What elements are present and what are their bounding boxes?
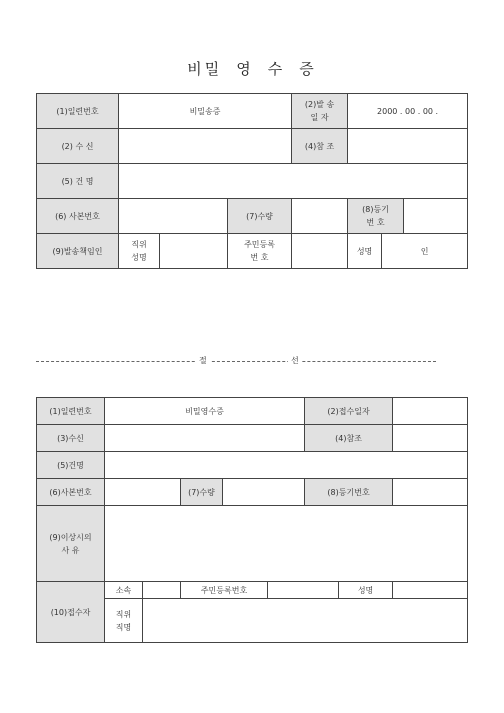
- title-word-4: 증: [299, 60, 317, 78]
- position-label-line2: 성명: [131, 253, 147, 262]
- receipt-copy-no-field[interactable]: [105, 479, 181, 506]
- subject-field[interactable]: [119, 164, 468, 199]
- abnormal-reason-field[interactable]: [105, 506, 468, 582]
- seal-field[interactable]: 인: [382, 234, 468, 269]
- cut-line: [36, 355, 436, 367]
- receiver-position-field[interactable]: [143, 599, 468, 643]
- receiver-resident-no-label: 주민등록번호: [181, 582, 268, 599]
- send-form-table: [36, 93, 468, 269]
- receipt-quantity-label: (7)수량: [181, 479, 223, 506]
- send-date-label: [292, 94, 348, 129]
- receipt-row-serial: [37, 398, 468, 425]
- resident-no-label-line1: 주민등록: [244, 240, 275, 249]
- abnormal-label-line1: (9)이상시의: [49, 532, 92, 542]
- row-sender: [37, 234, 468, 269]
- receipt-recipient-field[interactable]: [105, 425, 305, 452]
- receipt-quantity-field[interactable]: [223, 479, 305, 506]
- position-field[interactable]: [160, 234, 228, 269]
- receipt-reference-field[interactable]: [393, 425, 468, 452]
- receipt-subject-label: (5)건명: [37, 452, 105, 479]
- abnormal-label-line2: 사 유: [61, 545, 80, 555]
- receipt-subject-field[interactable]: [105, 452, 468, 479]
- receipt-row-copy: [37, 479, 468, 506]
- position-label-line1: 직위: [131, 240, 147, 249]
- copy-no-field[interactable]: [119, 199, 228, 234]
- receipt-reg-no-label: (8)등기번호: [305, 479, 393, 506]
- receiver-position-line1: 직위: [115, 609, 132, 619]
- row-recipient: [37, 129, 468, 164]
- send-date-value[interactable]: 2000 . 00 . 00 .: [348, 94, 468, 129]
- cut-label-left: 절: [196, 355, 210, 367]
- receipt-reference-label: (4)참조: [305, 425, 393, 452]
- position-label: [119, 234, 160, 269]
- name-label: 성명: [348, 234, 382, 269]
- row-subject: [37, 164, 468, 199]
- row-serial: [37, 94, 468, 129]
- receiver-position-line2: 직명: [115, 622, 132, 632]
- copy-no-label: (6) 사본번호: [37, 199, 119, 234]
- title-word-3: 수: [267, 60, 286, 78]
- title-word-1: 비밀: [187, 60, 223, 78]
- recipient-label: (2) 수 신: [37, 129, 119, 164]
- receipt-row-recipient: [37, 425, 468, 452]
- cut-label-right: 선: [288, 355, 302, 367]
- receiver-name-field[interactable]: [393, 582, 468, 599]
- quantity-label: (7)수량: [228, 199, 292, 234]
- receipt-copy-no-label: (6)사본번호: [37, 479, 105, 506]
- receipt-serial-value[interactable]: 비밀영수증: [105, 398, 305, 425]
- reg-no-label: [348, 199, 404, 234]
- page-title: [0, 58, 504, 79]
- receipt-row-receiver-1: [37, 582, 468, 599]
- reference-field[interactable]: [348, 129, 468, 164]
- receiver-resident-no-field[interactable]: [268, 582, 339, 599]
- receiver-label: (10)접수자: [37, 582, 105, 643]
- row-copy: [37, 199, 468, 234]
- reference-label: (4)참 조: [292, 129, 348, 164]
- cut-dashed-line: [36, 361, 436, 362]
- resident-no-label-line2: 번 호: [250, 253, 269, 262]
- subject-label: (5) 건 명: [37, 164, 119, 199]
- receiver-name-label: 성명: [339, 582, 393, 599]
- title-word-2: 영: [236, 60, 254, 78]
- reg-no-label-line2: 번 호: [366, 218, 385, 227]
- receipt-recipient-label: (3)수신: [37, 425, 105, 452]
- affiliation-field[interactable]: [143, 582, 181, 599]
- send-date-label-line1: (2)발 송: [304, 100, 335, 109]
- receipt-row-subject: [37, 452, 468, 479]
- reg-no-label-line1: (8)등기: [362, 205, 389, 214]
- receipt-date-label: (2)접수일자: [305, 398, 393, 425]
- quantity-field[interactable]: [292, 199, 348, 234]
- sender-label: (9)발송책임인: [37, 234, 119, 269]
- resident-no-field[interactable]: [292, 234, 348, 269]
- abnormal-reason-label: [37, 506, 105, 582]
- reg-no-field[interactable]: [404, 199, 468, 234]
- receipt-form-table: [36, 397, 468, 643]
- receipt-reg-no-field[interactable]: [393, 479, 468, 506]
- recipient-field[interactable]: [119, 129, 292, 164]
- affiliation-label: 소속: [105, 582, 143, 599]
- serial-label: (1)일련번호: [37, 94, 119, 129]
- receipt-row-abnormal: [37, 506, 468, 582]
- receipt-serial-label: (1)일련번호: [37, 398, 105, 425]
- receipt-date-field[interactable]: [393, 398, 468, 425]
- resident-no-label: [228, 234, 292, 269]
- send-date-label-line2: 일 자: [310, 113, 329, 122]
- serial-value[interactable]: 비밀송증: [119, 94, 292, 129]
- receiver-position-label: [105, 599, 143, 643]
